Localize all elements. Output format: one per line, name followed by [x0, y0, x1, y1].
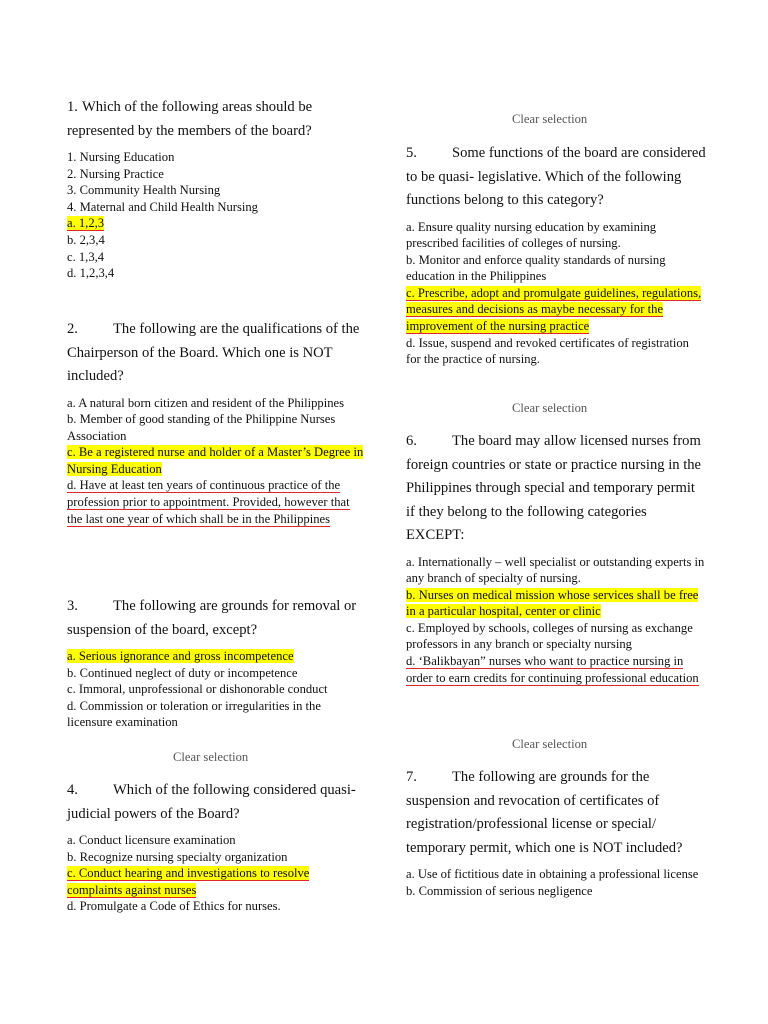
- clear-selection-link[interactable]: Clear selection: [512, 737, 588, 751]
- answer-options: [406, 554, 706, 687]
- question-stem: 7. The following are grounds for the suspension and revocation of certificates of registration/professional license or special/ temporary permit, which one is NOT included?: [406, 769, 683, 856]
- answer-options: [67, 395, 367, 528]
- option-a[interactable]: a. Ensure quality nursing education by examining prescribed facilities of colleges of nursing.: [406, 219, 657, 251]
- area-list: [67, 149, 367, 215]
- option-c-selected[interactable]: c. Conduct hearing and investigations to resolve complaints against nurses: [67, 866, 310, 897]
- question-1: [67, 96, 367, 282]
- question-stem: 6. The board may allow licensed nurses from foreign countries or state or practice nursing in the Philippines through special and temporary permit if they belong to the following categories EXCEPT:: [406, 433, 702, 543]
- option-b[interactable]: b. Continued neglect of duty or incompetence: [67, 665, 298, 680]
- option-c-selected[interactable]: c. Prescribe, adopt and promulgate guidelines, regulations, measures and decisions as maybe necessary for the improvement of the nursing practice: [406, 285, 702, 334]
- option-a-highlighted[interactable]: a. Serious ignorance and gross incompetence: [67, 649, 294, 663]
- option-a[interactable]: a. A natural born citizen and resident of the Philippines: [67, 395, 344, 410]
- clear-selection-link[interactable]: Clear selection: [512, 112, 588, 126]
- option-d-selected[interactable]: d. ‘Balikbayan” nurses who want to practice nursing in order to earn credits for continuing professional education: [406, 654, 699, 685]
- clear-selection-link[interactable]: Clear selection: [173, 750, 249, 764]
- option-c[interactable]: c. 1,3,4: [67, 249, 105, 264]
- option-c-highlighted[interactable]: c. Be a registered nurse and holder of a Master’s Degree in Nursing Education: [67, 445, 364, 476]
- answer-options: [406, 219, 706, 368]
- list-item: 2. Nursing Practice: [67, 166, 164, 181]
- question-7: [406, 766, 706, 899]
- option-d[interactable]: d. 1,2,3,4: [67, 266, 115, 281]
- option-b[interactable]: b. Commission of serious negligence: [406, 883, 593, 898]
- list-item: 4. Maternal and Child Health Nursing: [67, 199, 258, 214]
- option-c[interactable]: c. Immoral, unprofessional or dishonorable conduct: [67, 682, 328, 697]
- answer-options: [406, 866, 706, 899]
- option-d-selected[interactable]: d. Have at least ten years of continuous practice of the profession prior to appointment. Provided, however that the last one year of which shall be in the Philippines: [67, 478, 350, 526]
- list-item: 3. Community Health Nursing: [67, 183, 221, 198]
- question-6: [406, 430, 706, 686]
- question-stem: 4. Which of the following considered quasi- judicial powers of the Board?: [67, 782, 356, 822]
- question-stem: 3. The following are grounds for removal or suspension of the board, except?: [67, 598, 357, 638]
- option-a-selected[interactable]: a. 1,2,3: [67, 216, 105, 231]
- option-d[interactable]: d. Issue, suspend and revoked certificates of registration for the practice of nursing.: [406, 335, 689, 367]
- question-3: [67, 595, 367, 731]
- answer-options: [67, 648, 367, 731]
- option-b-highlighted[interactable]: b. Nurses on medical mission whose services shall be free in a particular hospital, center or clinic: [406, 587, 699, 619]
- option-d[interactable]: d. Commission or toleration or irregularities in the licensure examination: [67, 698, 321, 730]
- question-2: [67, 318, 367, 527]
- answer-options: [67, 832, 367, 915]
- option-a[interactable]: a. Use of fictitious date in obtaining a professional license: [406, 867, 699, 881]
- clear-selection-link[interactable]: Clear selection: [512, 401, 588, 415]
- list-item: 1. Nursing Education: [67, 150, 175, 164]
- question-stem: 1. Which of the following areas should be represented by the members of the board?: [67, 99, 313, 139]
- option-a[interactable]: a. Internationally – well specialist or outstanding experts in any branch of specialty of nursing.: [406, 554, 705, 586]
- answer-options: [67, 215, 367, 281]
- option-b[interactable]: b. 2,3,4: [67, 232, 105, 247]
- option-a[interactable]: a. Conduct licensure examination: [67, 833, 236, 847]
- option-d[interactable]: d. Promulgate a Code of Ethics for nurses.: [67, 899, 281, 914]
- question-5: [406, 142, 706, 368]
- option-b[interactable]: b. Recognize nursing specialty organization: [67, 849, 288, 864]
- question-stem: 2. The following are the qualifications of the Chairperson of the Board. Which one is NOT included?: [67, 321, 360, 384]
- option-c[interactable]: c. Employed by schools, colleges of nursing as exchange professors in any branch or specialty nursing: [406, 620, 693, 652]
- question-4: [67, 779, 367, 915]
- option-b[interactable]: b. Monitor and enforce quality standards of nursing education in the Philippines: [406, 252, 666, 284]
- option-b[interactable]: b. Member of good standing of the Philippine Nurses Association: [67, 412, 336, 443]
- question-stem: 5. Some functions of the board are considered to be quasi- legislative. Which of the following functions belong to this category?: [406, 145, 706, 208]
